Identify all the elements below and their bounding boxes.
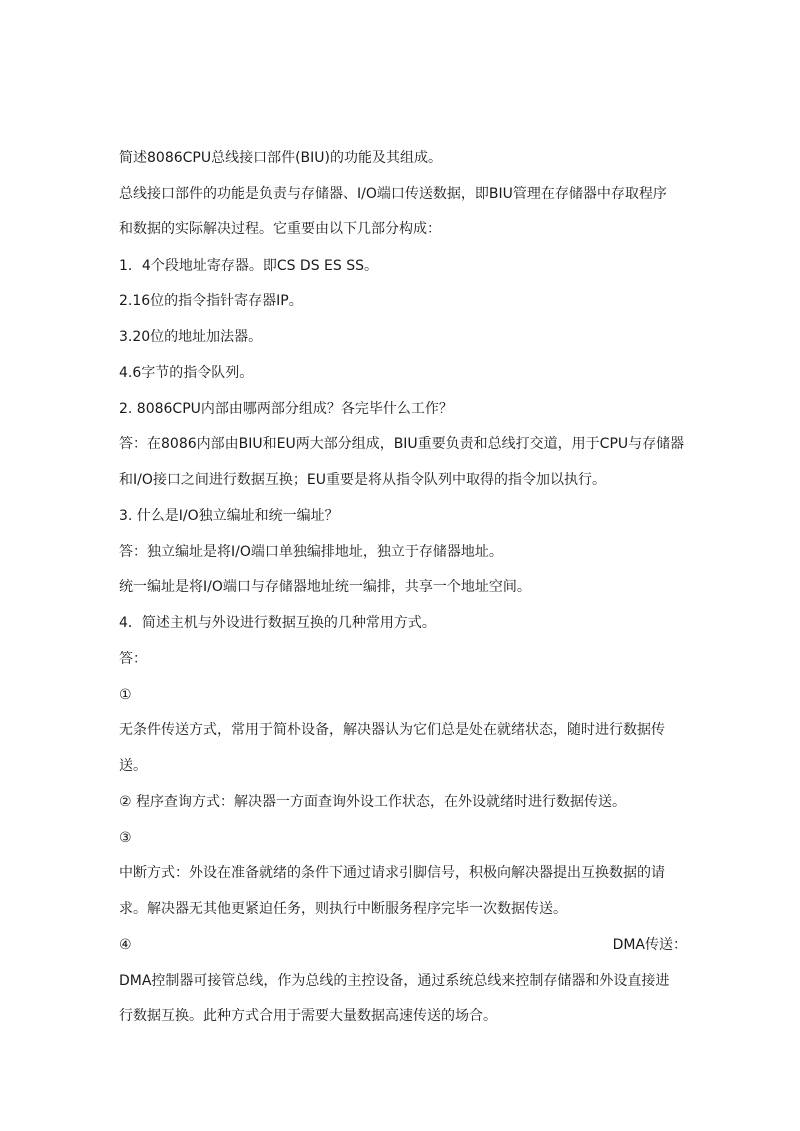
question-4-title: 4．简述主机与外设进行数据互换的几种常用方式。	[119, 615, 436, 631]
answer-1-item-2: 2.16位的指令指针寄存器IP。	[119, 293, 303, 309]
question-1-title: 简述8086CPU总线接口部件(BIU)的功能及其组成。	[119, 150, 442, 166]
question-3-title: 3. 什么是I/O独立编址和统一编址？	[119, 508, 339, 524]
method-4-line-1: DMA控制器可接管总线，作为总线的主控设备，通过系统总线来控制存储器和外设直接进	[119, 973, 670, 989]
method-3-line-1: 中断方式：外设在准备就绪的条件下通过请求引脚信号，积极向解决器提出互换数据的请	[119, 865, 665, 881]
answer-4-label: 答：	[119, 651, 147, 667]
answer-2-line-1: 答：在8086内部由BIU和EU两大部分组成，BIU重要负责和总线打交道，用于CPU与存储器	[119, 436, 685, 452]
answer-1-item-4: 4.6字节的指令队列。	[119, 365, 254, 381]
method-3-line-2: 求。解决器无其他更紧迫任务，则执行中断服务程序完毕一次数据传送。	[119, 901, 567, 917]
method-1-line-2: 送。	[119, 758, 147, 774]
method-4-heading: DMA传送：	[612, 937, 687, 953]
method-3-marker: ③	[119, 830, 132, 846]
method-2-line: ② 程序查询方式：解决器一方面查询外设工作状态，在外设就绪时进行数据传送。	[119, 794, 626, 810]
method-4-line-2: 行数据互换。此种方式合用于需要大量数据高速传送的场合。	[119, 1008, 497, 1024]
question-2-title: 2. 8086CPU内部由哪两部分组成？各完毕什么工作？	[119, 401, 453, 417]
method-1-line-1: 无条件传送方式，常用于简朴设备，解决器认为它们总是处在就绪状态，随时进行数据传	[119, 722, 665, 738]
answer-2-line-2: 和I/O接口之间进行数据互换；EU重要是将从指令队列中取得的指令加以执行。	[119, 472, 606, 488]
answer-1-line-2: 和数据的实际解决过程。它重要由以下几部分构成：	[119, 221, 441, 237]
answer-1-line-1: 总线接口部件的功能是负责与存储器、I/O端口传送数据，即BIU管理在存储器中存取程序	[119, 186, 667, 202]
method-1-marker: ①	[119, 687, 132, 703]
method-4-marker: ④	[119, 937, 132, 953]
answer-1-item-1: 1．4个段地址寄存器。即CS DS ES SS。	[119, 258, 378, 274]
answer-1-item-3: 3.20位的地址加法器。	[119, 329, 263, 345]
answer-3-line-1: 答：独立编址是将I/O端口单独编排地址，独立于存储器地址。	[119, 544, 503, 560]
answer-3-line-2: 统一编址是将I/O端口与存储器地址统一编排，共享一个地址空间。	[119, 579, 531, 595]
